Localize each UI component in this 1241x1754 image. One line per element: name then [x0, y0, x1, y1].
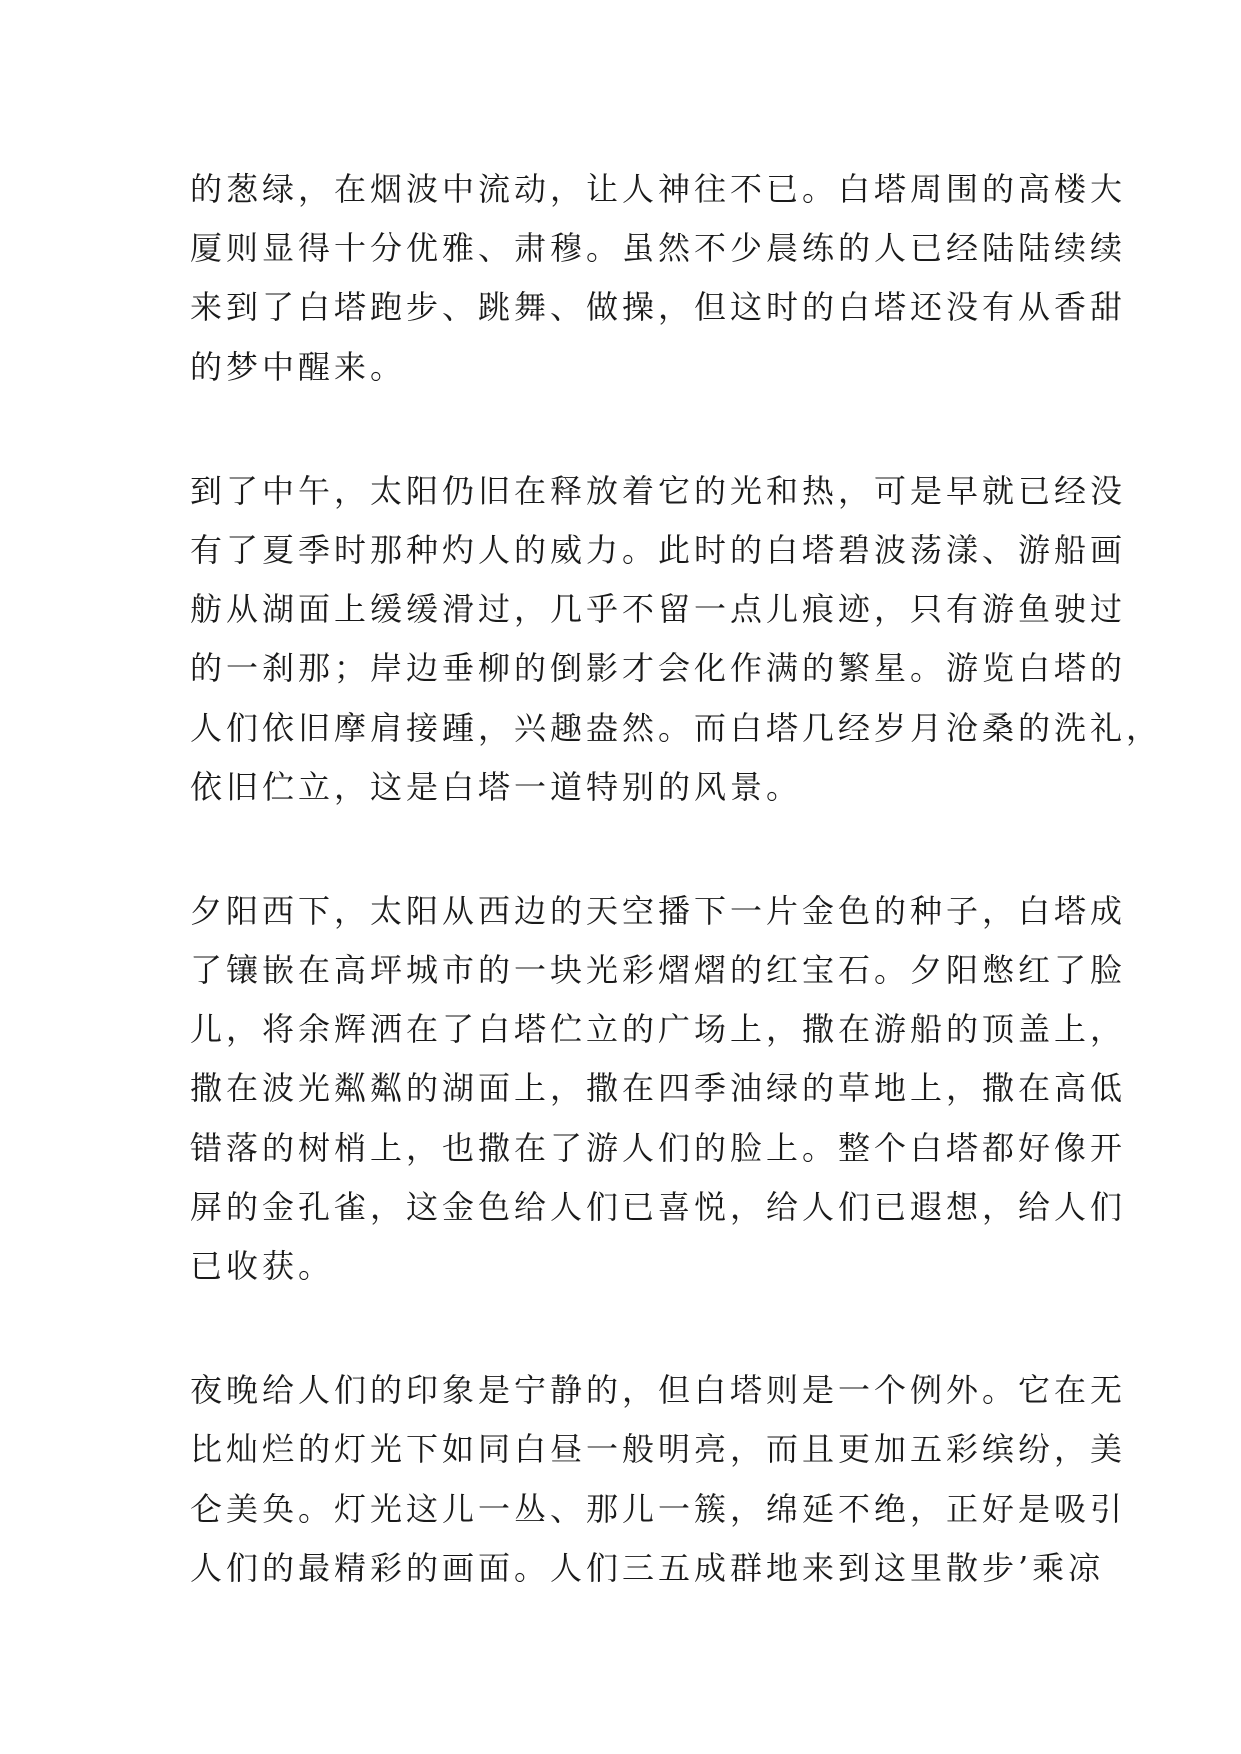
text-line: 来到了白塔跑步、跳舞、做操，但这时的白塔还没有从香甜 [190, 288, 1127, 327]
document-body [190, 160, 1163, 1598]
paragraph-spacer [190, 817, 1070, 882]
text-line: 夜晚给人们的印象是宁静的，但白塔则是一个例外。它在无 [190, 1371, 1127, 1410]
text-line: 的葱绿，在烟波中流动，让人神往不已。白塔周围的高楼大 [190, 170, 1127, 208]
paragraph-4 [190, 1361, 1127, 1598]
text-line: 夕阳西下，太阳从西边的天空播下一片金色的种子，白塔成 [190, 891, 1127, 930]
text-line: 到了中午，太阳仍旧在释放着它的光和热，可是早就已经没 [190, 471, 1127, 510]
text-line: 舫从湖面上缓缓滑过，几乎不留一点儿痕迹，只有游鱼驶过 [190, 590, 1127, 629]
text-line: 有了夏季时那种灼人的威力。此时的白塔碧波荡漾、游船画 [190, 530, 1127, 569]
text-line: 人们的最精彩的画面。人们三五成群地来到这里散步’乘凉 [190, 1548, 1105, 1587]
text-line: 比灿烂的灯光下如同白昼一般明亮，而且更加五彩缤纷，美 [190, 1430, 1127, 1469]
text-line: 错落的树梢上，也撒在了游人们的脸上。整个白塔都好像开 [190, 1128, 1127, 1167]
paragraph-1 [190, 160, 1127, 397]
text-line: 了镶嵌在高坪城市的一块光彩熠熠的红宝石。夕阳憋红了脸 [190, 951, 1127, 990]
paragraph-spacer [190, 397, 1070, 462]
text-line: 仑美奂。灯光这儿一丛、那儿一簇，绵延不绝，正好是吸引 [190, 1489, 1127, 1528]
text-line: 的一刹那；岸边垂柳的倒影才会化作满的繁星。游览白塔的 [190, 649, 1127, 688]
paragraph-3 [190, 882, 1127, 1296]
text-line: 屏的金孔雀，这金色给人们已喜悦，给人们已遐想，给人们 [190, 1187, 1127, 1226]
text-line: 撒在波光粼粼的湖面上，撒在四季油绿的草地上，撒在高低 [190, 1069, 1127, 1108]
text-line: 已收获。 [190, 1247, 335, 1285]
text-line: 人们依旧摩肩接踵，兴趣盎然。而白塔几经岁月沧桑的洗礼， [190, 708, 1163, 747]
text-line: 厦则显得十分优雅、肃穆。虽然不少晨练的人已经陆陆续续 [190, 229, 1127, 268]
text-line: 依旧伫立，这是白塔一道特别的风景。 [190, 767, 803, 806]
paragraph-spacer [190, 1296, 1070, 1361]
text-line: 的梦中醒来。 [190, 347, 407, 386]
paragraph-2 [190, 462, 1163, 817]
text-line: 儿，将余辉洒在了白塔伫立的广场上，撒在游船的顶盖上， [190, 1010, 1127, 1049]
